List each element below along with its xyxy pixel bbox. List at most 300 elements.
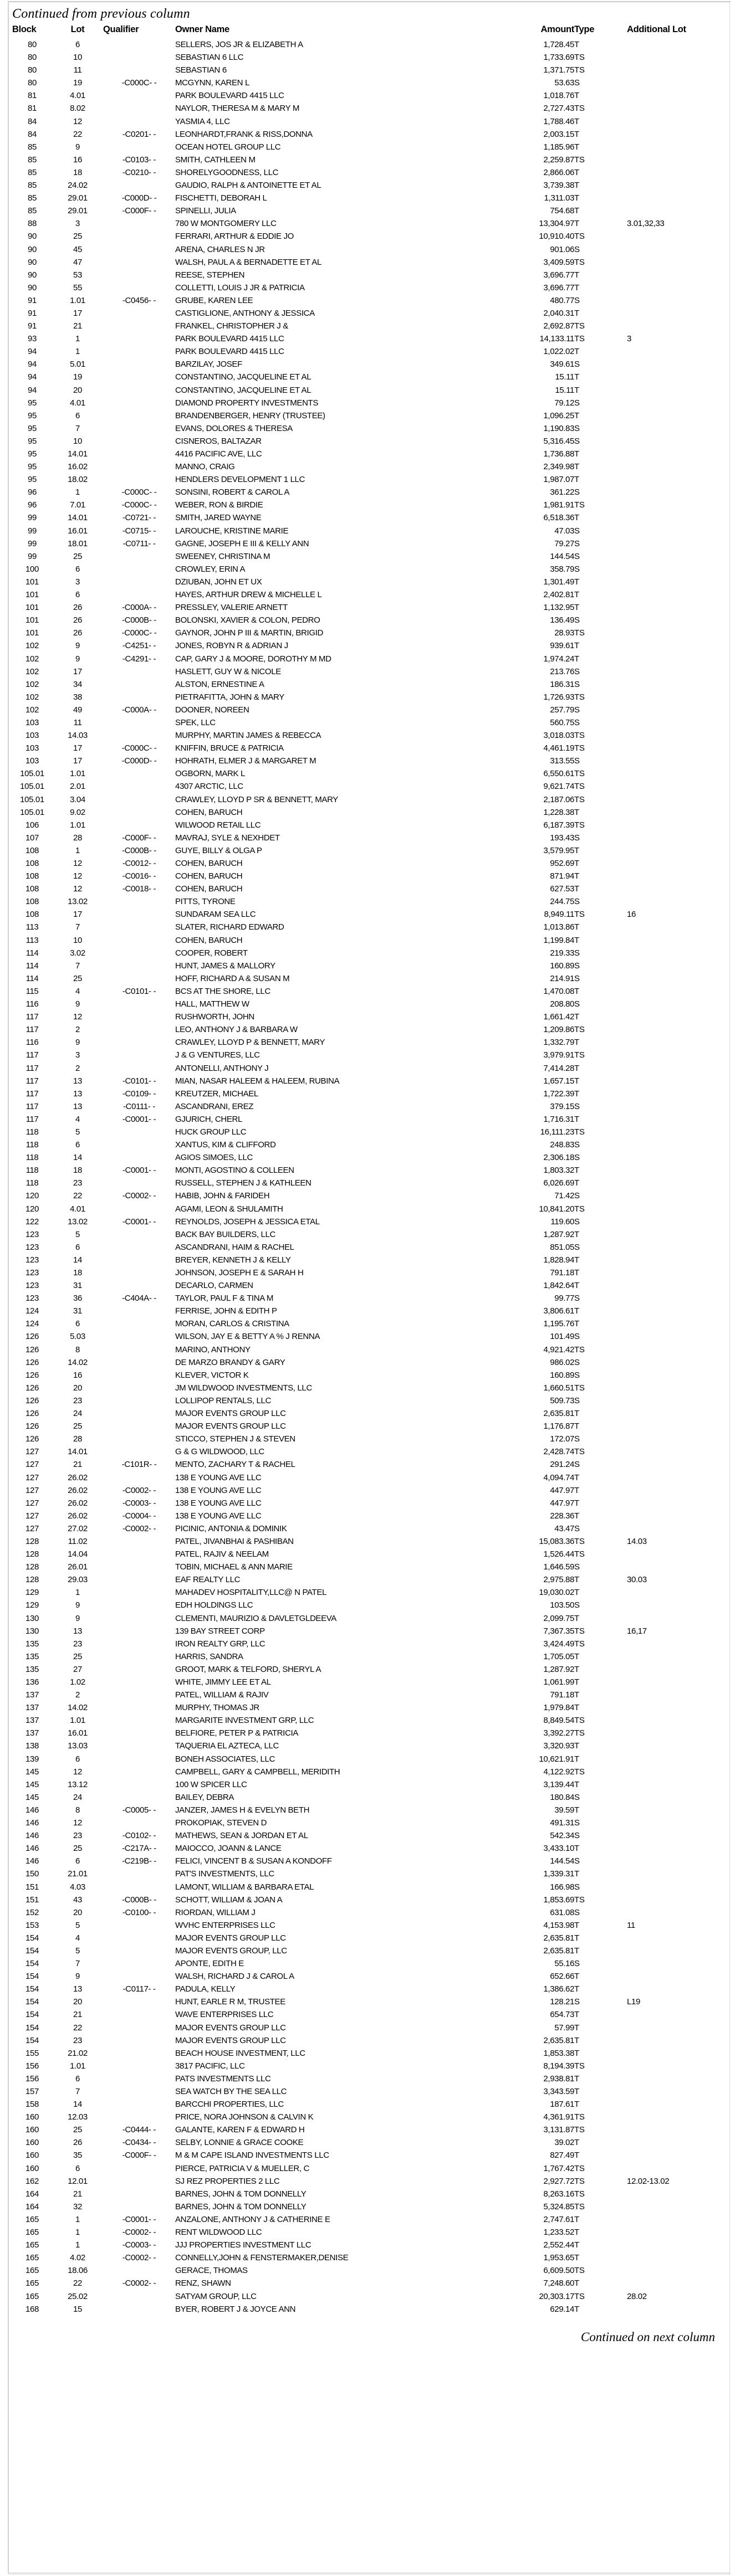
cell-amount: 103.50 (550, 1600, 574, 1610)
cell-amount: 2,938.81 (543, 2074, 574, 2084)
cell-owner-name: GAYNOR, JOHN P III & MARTIN, BRIGID (175, 628, 323, 638)
cell-owner-name: OCEAN HOTEL GROUP LLC (175, 142, 281, 152)
cell-block: 105.01 (20, 794, 44, 804)
cell-block: 154 (25, 2035, 39, 2045)
cell-type: S (574, 1140, 580, 1150)
cell-type: T (574, 2304, 579, 2314)
cell-qualifier (103, 1445, 175, 1458)
cell-owner-name: COHEN, BARUCH (175, 871, 243, 881)
cell-block: 135 (25, 1639, 39, 1649)
cell-block: 137 (25, 1716, 39, 1726)
cell-block: 126 (25, 1409, 39, 1419)
cell-lot: 25 (73, 1651, 82, 1661)
cell-lot: 21.02 (68, 2048, 88, 2058)
cell-type: T (574, 1076, 579, 1086)
cell-lot: 3.04 (70, 794, 85, 804)
cell-additional-lot (627, 2277, 727, 2290)
cell-lot: 9 (75, 1600, 80, 1610)
cell-qualifier (103, 1279, 175, 1292)
cell-amount: 119.60 (550, 1217, 574, 1227)
table-row (12, 1279, 727, 1292)
cell-lot: 7 (75, 1959, 80, 1969)
cell-qualifier (103, 1369, 175, 1382)
cell-owner-name: BYER, ROBERT J & JOYCE ANN (175, 2304, 296, 2314)
cell-owner-name: SCHOTT, WILLIAM & JOAN A (175, 1895, 283, 1905)
cell-qualifier: -C0002- - (122, 2228, 156, 2238)
cell-qualifier: -C0005- - (122, 1805, 156, 1815)
cell-block: 117 (25, 1089, 39, 1099)
table-row (12, 1036, 727, 1049)
table-row (12, 89, 727, 102)
cell-type: T (574, 206, 579, 216)
cell-qualifier: -C0001- - (122, 1217, 156, 1227)
cell-amount: 2,747.61 (543, 2214, 574, 2224)
cell-amount: 144.54 (550, 1856, 574, 1866)
cell-qualifier: -C000C- - (121, 628, 157, 638)
cell-qualifier (103, 947, 175, 959)
cell-block: 165 (25, 2253, 39, 2263)
cell-additional-lot (627, 486, 727, 499)
cell-lot: 21.01 (68, 1869, 88, 1879)
cell-lot: 16 (73, 1370, 82, 1380)
cell-amount: 1,526.44 (543, 1549, 574, 1559)
cell-owner-name: BARNES, JOHN & TOM DONNELLY (175, 2202, 307, 2211)
cell-amount: 1,311.03 (544, 193, 574, 203)
cell-additional-lot (627, 243, 727, 256)
cell-block: 117 (25, 1012, 39, 1022)
cell-amount: 2,692.87 (543, 321, 574, 331)
cell-amount: 193.43 (550, 833, 574, 843)
cell-additional-lot (627, 371, 727, 383)
cell-qualifier (103, 665, 175, 678)
cell-lot: 5 (75, 1127, 80, 1137)
cell-lot: 25 (73, 2125, 82, 2135)
cell-qualifier: -C4291- - (122, 654, 156, 664)
cell-lot: 11.02 (68, 1536, 88, 1546)
cell-type: TS (574, 1447, 585, 1457)
cell-block: 80 (28, 78, 37, 88)
cell-additional-lot (627, 844, 727, 857)
cell-lot: 13 (73, 1089, 82, 1099)
cell-additional-lot (627, 2072, 727, 2085)
cell-amount: 291.24 (550, 1460, 574, 1470)
cell-additional-lot (627, 2136, 727, 2149)
table-row (12, 1356, 727, 1369)
table-row (12, 793, 727, 806)
cell-lot: 25 (73, 232, 82, 242)
table-row (12, 1075, 727, 1087)
cell-owner-name: COOPER, ROBERT (175, 948, 248, 958)
column-header-block: Block (12, 24, 37, 34)
cell-additional-lot (627, 2098, 727, 2111)
cell-amount: 2,866.06 (543, 167, 574, 177)
cell-qualifier: -C000A- - (122, 705, 156, 715)
cell-qualifier (103, 1881, 175, 1893)
cell-block: 129 (25, 1588, 39, 1598)
cell-amount: 2,259.87 (543, 155, 574, 165)
table-row (12, 1701, 727, 1714)
cell-owner-name: WHITE, JIMMY LEE ET AL (175, 1677, 271, 1687)
cell-additional-lot (627, 102, 727, 115)
table-row (12, 819, 727, 832)
cell-type: TS (574, 1025, 585, 1035)
cell-owner-name: PIETRAFITTA, JOHN & MARY (175, 692, 284, 702)
cell-type: TS (574, 2112, 585, 2122)
table-row (12, 2123, 727, 2136)
table-row (12, 921, 727, 933)
cell-lot: 17 (73, 756, 82, 766)
cell-block: 99 (28, 551, 37, 561)
cell-lot: 13 (73, 1984, 82, 1994)
cell-qualifier: -C0002- - (122, 1485, 156, 1495)
cell-lot: 18.06 (68, 2266, 88, 2276)
cell-owner-name: SPEK, LLC (175, 717, 216, 727)
cell-additional-lot (627, 665, 727, 678)
cell-lot: 15 (73, 2304, 82, 2314)
cell-owner-name: 3817 PACIFIC, LLC (175, 2061, 245, 2071)
cell-owner-name: FERRARI, ARTHUR & EDDIE JO (175, 232, 294, 242)
cell-additional-lot (627, 2085, 727, 2098)
table-row (12, 1484, 727, 1497)
cell-qualifier: -C0715- - (122, 526, 156, 536)
cell-type: T (574, 1166, 579, 1176)
cell-type: TS (574, 155, 585, 165)
cell-block: 103 (25, 743, 39, 753)
cell-block: 146 (25, 1856, 39, 1866)
cell-owner-name: MURPHY, MARTIN JAMES & REBECCA (175, 731, 321, 741)
table-row (12, 1433, 727, 1445)
cell-amount: 939.61 (550, 641, 574, 651)
cell-additional-lot (627, 1369, 727, 1382)
cell-lot: 13.02 (68, 897, 88, 907)
cell-block: 123 (25, 1255, 39, 1265)
cell-block: 123 (25, 1229, 39, 1239)
cell-type: T (574, 1869, 579, 1879)
cell-additional-lot (627, 1970, 727, 1983)
cell-block: 94 (28, 347, 37, 357)
cell-additional-lot (627, 2200, 727, 2213)
table-row (12, 1957, 727, 1970)
cell-owner-name: MAHADEV HOSPITALITY,LLC@ N PATEL (175, 1588, 326, 1598)
cell-type: T (574, 475, 579, 485)
cell-lot: 25 (73, 1844, 82, 1854)
table-row (12, 230, 727, 243)
cell-amount: 39.02 (554, 2138, 574, 2148)
cell-additional-lot (627, 1650, 727, 1663)
cell-amount: 952.69 (550, 859, 574, 868)
table-row (12, 563, 727, 576)
cell-type: T (574, 181, 579, 191)
cell-type: S (574, 717, 580, 727)
cell-lot: 6 (75, 1754, 80, 1764)
cell-additional-lot (627, 1317, 727, 1330)
cell-lot: 13 (73, 1101, 82, 1111)
cell-owner-name: KREUTZER, MICHAEL (175, 1089, 258, 1099)
cell-additional-lot (627, 857, 727, 870)
cell-qualifier (103, 1394, 175, 1407)
cell-block: 108 (25, 845, 39, 855)
cell-qualifier (103, 435, 175, 448)
table-row (12, 1663, 727, 1676)
cell-block: 84 (28, 129, 37, 139)
cell-lot: 9 (75, 1972, 80, 1982)
cell-block: 145 (25, 1779, 39, 1789)
cell-owner-name: MAJOR EVENTS GROUP LLC (175, 1422, 286, 1431)
cell-lot: 26.02 (68, 1498, 88, 1508)
table-row (12, 1241, 727, 1254)
table-row (12, 76, 727, 89)
cell-lot: 6 (75, 1140, 80, 1150)
cell-amount: 79.12 (554, 398, 574, 408)
cell-type: S (574, 705, 580, 715)
cell-amount: 10,841.20 (539, 1204, 574, 1214)
cell-additional-lot (627, 1177, 727, 1189)
cell-block: 154 (25, 1946, 39, 1956)
cell-type: S (574, 1242, 580, 1252)
cell-lot: 47 (73, 257, 82, 267)
cell-lot: 12 (73, 116, 82, 126)
cell-amount: 187.61 (550, 2100, 574, 2110)
cell-amount: 3,131.87 (543, 2125, 574, 2135)
cell-additional-lot (627, 141, 727, 153)
cell-owner-name: AGAMI, LEON & SHULAMITH (175, 1204, 283, 1214)
table-row (12, 1727, 727, 1739)
cell-additional-lot (627, 1739, 727, 1752)
cell-qualifier (103, 691, 175, 704)
cell-owner-name: JM WILDWOOD INVESTMENTS, LLC (175, 1383, 312, 1393)
cell-lot: 27 (73, 1664, 82, 1674)
cell-type: T (574, 1741, 579, 1751)
cell-type: S (574, 1460, 580, 1470)
cell-additional-lot (627, 2060, 727, 2072)
cell-qualifier (103, 959, 175, 972)
cell-qualifier (103, 2290, 175, 2303)
cell-type: S (574, 1395, 580, 1405)
cell-amount: 1,705.05 (543, 1651, 574, 1661)
cell-owner-name: CISNEROS, BALTAZAR (175, 436, 262, 446)
column-header-type: Type (574, 24, 595, 34)
cell-additional-lot (627, 550, 727, 563)
cell-lot: 3 (75, 219, 80, 229)
cell-type: TS (574, 2189, 585, 2199)
cell-amount: 1,339.31 (543, 1869, 574, 1879)
cell-qualifier (103, 307, 175, 320)
cell-qualifier: -C0102- - (122, 1831, 156, 1841)
cell-block: 130 (25, 1626, 39, 1636)
cell-amount: 1,132.95 (543, 603, 574, 613)
cell-type: TS (574, 782, 585, 792)
table-row (12, 1189, 727, 1202)
cell-type: TS (574, 1626, 585, 1636)
cell-owner-name: SMITH, CATHLEEN M (175, 155, 256, 165)
cell-additional-lot: 28.02 (627, 2291, 647, 2301)
cell-block: 115 (25, 986, 39, 996)
cell-block: 120 (25, 1204, 39, 1214)
cell-additional-lot (627, 1676, 727, 1689)
cell-qualifier (103, 1305, 175, 1317)
cell-lot: 1 (75, 347, 80, 357)
cell-additional-lot (627, 1881, 727, 1893)
cell-owner-name: HALL, MATTHEW W (175, 999, 249, 1009)
cell-lot: 9 (75, 641, 80, 651)
cell-additional-lot (627, 729, 727, 742)
cell-additional-lot (627, 1638, 727, 1650)
table-row (12, 1049, 727, 1061)
table-row (12, 2200, 727, 2213)
cell-qualifier: -C000F- - (122, 833, 156, 843)
cell-owner-name: 780 W MONTGOMERY LLC (175, 219, 277, 229)
cell-owner-name: GUYE, BILLY & OLGA P (175, 845, 262, 855)
cell-additional-lot (627, 511, 727, 524)
cell-amount: 509.73 (550, 1395, 574, 1405)
cell-lot: 14.01 (68, 1447, 88, 1457)
cell-additional-lot (627, 1126, 727, 1138)
cell-block: 151 (25, 1882, 39, 1892)
cell-block: 153 (25, 1920, 39, 1930)
cell-type: T (574, 1844, 579, 1854)
cell-amount: 1,371.75 (543, 65, 574, 75)
cell-qualifier (103, 588, 175, 601)
cell-type: S (574, 756, 580, 766)
cell-lot: 29.03 (68, 1575, 88, 1585)
cell-block: 136 (25, 1677, 39, 1687)
cell-block: 138 (25, 1741, 39, 1751)
cell-amount: 1,953.65 (543, 2253, 574, 2263)
cell-amount: 5,324.85 (543, 2202, 574, 2211)
cell-amount: 2,727.43 (543, 104, 574, 114)
cell-lot: 7.01 (70, 500, 85, 510)
table-row (12, 1983, 727, 1995)
cell-type: T (574, 2228, 579, 2238)
cell-owner-name: HARRIS, SANDRA (175, 1651, 243, 1661)
cell-type: S (574, 1294, 580, 1304)
cell-additional-lot (627, 345, 727, 358)
cell-additional-lot (627, 1458, 727, 1471)
cell-owner-name: MAJOR EVENTS GROUP LLC (175, 1933, 286, 1943)
cell-amount: 3,392.27 (543, 1728, 574, 1738)
cell-amount: 8,849.54 (543, 1716, 574, 1726)
cell-qualifier (103, 1203, 175, 1215)
table-row (12, 1791, 727, 1804)
cell-owner-name: BRANDENBERGER, HENRY (TRUSTEE) (175, 410, 325, 420)
cell-qualifier (103, 1586, 175, 1599)
cell-lot: 9 (75, 142, 80, 152)
cell-owner-name: 100 W SPICER LLC (175, 1779, 247, 1789)
cell-lot: 29.01 (68, 193, 88, 203)
cell-block: 103 (25, 756, 39, 766)
cell-owner-name: RENZ, SHAWN (175, 2279, 231, 2288)
cell-additional-lot (627, 256, 727, 269)
table-row (12, 166, 727, 179)
cell-qualifier (103, 2098, 175, 2111)
cell-additional-lot (627, 397, 727, 409)
cell-type: S (574, 538, 580, 548)
cell-block: 146 (25, 1831, 39, 1841)
cell-qualifier: -C0003- - (122, 2240, 156, 2250)
cell-additional-lot (627, 269, 727, 281)
cell-type: T (574, 462, 579, 472)
table-row (12, 1573, 727, 1586)
table-row (12, 2264, 727, 2277)
cell-additional-lot: 14.03 (627, 1536, 647, 1546)
table-row (12, 614, 727, 627)
cell-owner-name: SJ REZ PROPERTIES 2 LLC (175, 2176, 280, 2186)
cell-owner-name: MENTO, ZACHARY T & RACHEL (175, 1460, 295, 1470)
cell-type: TS (574, 2061, 585, 2071)
table-row (12, 1842, 727, 1855)
cell-owner-name: SEBASTIAN 6 LLC (175, 53, 244, 63)
cell-additional-lot (627, 1753, 727, 1766)
table-row (12, 256, 727, 269)
cell-type: TS (574, 1345, 585, 1354)
cell-amount: 228.36 (550, 1511, 574, 1521)
cell-block: 105.01 (20, 769, 44, 779)
cell-owner-name: EDH HOLDINGS LLC (175, 1600, 253, 1610)
cell-lot: 35 (73, 2151, 82, 2161)
cell-amount: 20,303.17 (539, 2291, 574, 2301)
cell-type: T (574, 1281, 579, 1291)
cell-additional-lot (627, 1804, 727, 1816)
cell-qualifier (103, 1407, 175, 1420)
cell-owner-name: SMITH, JARED WAYNE (175, 513, 262, 523)
cell-type: TS (574, 769, 585, 779)
cell-additional-lot (627, 1906, 727, 1919)
cell-lot: 12.01 (68, 2176, 88, 2186)
cell-type: T (574, 884, 579, 894)
cell-amount: 3,139.44 (543, 1779, 574, 1789)
cell-lot: 3 (75, 577, 80, 587)
cell-qualifier: -C0210- - (122, 167, 156, 177)
cell-qualifier: -C0101- - (122, 986, 156, 996)
cell-lot: 14 (73, 2100, 82, 2110)
cell-type: S (574, 564, 580, 574)
cell-qualifier: -C000D- - (121, 756, 157, 766)
cell-amount: 1,842.64 (543, 1281, 574, 1291)
cell-additional-lot (627, 281, 727, 294)
cell-lot: 2.01 (70, 782, 85, 792)
cell-type: S (574, 1217, 580, 1227)
cell-additional-lot (627, 972, 727, 985)
cell-additional-lot (627, 1151, 727, 1164)
cell-qualifier: -C0100- - (122, 1907, 156, 1917)
cell-owner-name: KNIFFIN, BRUCE & PATRICIA (175, 743, 284, 753)
cell-block: 160 (25, 2163, 39, 2173)
table-row (12, 1522, 727, 1535)
cell-amount: 3,696.77 (543, 270, 574, 280)
cell-additional-lot (627, 1893, 727, 1906)
table-row (12, 2290, 727, 2303)
cell-qualifier (103, 332, 175, 345)
cell-block: 118 (25, 1166, 39, 1176)
cell-additional-lot (627, 115, 727, 128)
cell-additional-lot (627, 422, 727, 435)
cell-additional-lot (627, 819, 727, 832)
cell-additional-lot: 11 (627, 1920, 635, 1930)
cell-lot: 23 (73, 2035, 82, 2045)
cell-type: S (574, 526, 580, 536)
cell-owner-name: DIAMOND PROPERTY INVESTMENTS (175, 398, 319, 408)
cell-block: 105.01 (20, 782, 44, 792)
cell-block: 152 (25, 1907, 39, 1917)
cell-lot: 2 (75, 1025, 80, 1035)
cell-type: T (574, 1178, 579, 1188)
cell-additional-lot (627, 2213, 727, 2226)
cell-qualifier (103, 102, 175, 115)
cell-type: T (574, 1690, 579, 1700)
cell-lot: 12 (73, 1767, 82, 1777)
cell-block: 126 (25, 1332, 39, 1342)
cell-owner-name: BARZILAY, JOSEF (175, 360, 242, 370)
